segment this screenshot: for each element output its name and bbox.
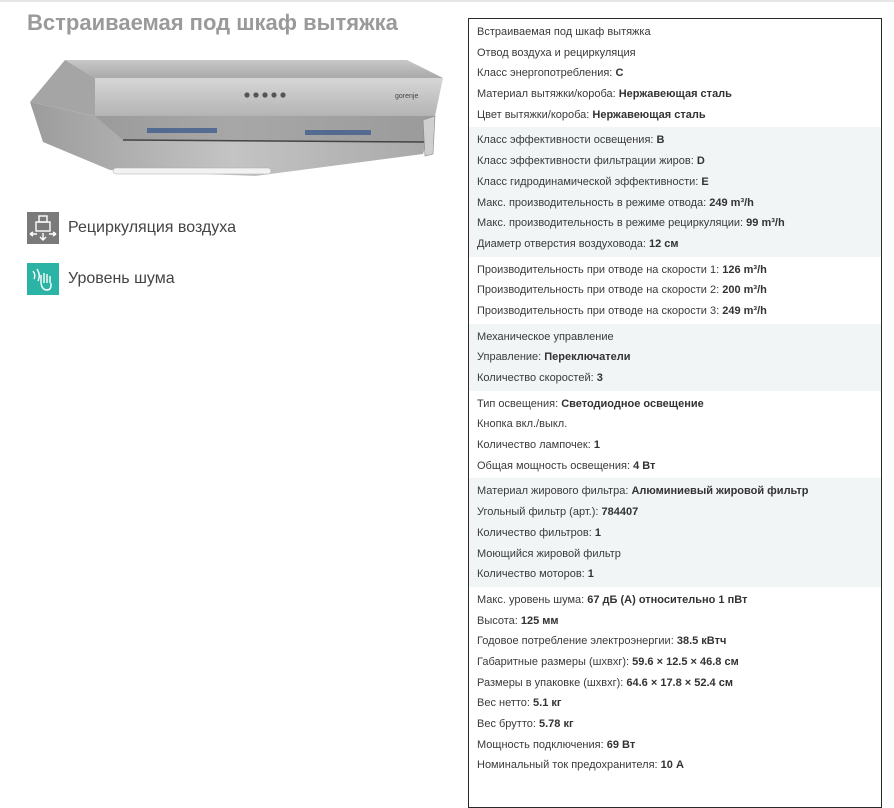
spec-value: 1 [593, 439, 600, 452]
spec-label: Макс. производительность в режиме рециркуляции: [477, 217, 747, 230]
spec-label: Материал жирового фильтра: [477, 485, 632, 498]
spec-row [469, 414, 881, 435]
spec-label: Мощность подключения: [477, 738, 607, 751]
top-divider [0, 0, 894, 2]
svg-text:gorenje: gorenje [395, 93, 419, 100]
spec-value: 3 [596, 372, 603, 384]
spec-row [469, 714, 881, 735]
spec-row [469, 652, 881, 673]
feature-noise-level [27, 263, 175, 295]
product-image [25, 50, 445, 185]
spec-value: 249 m³/h [722, 304, 767, 317]
spec-value: Нержавеющая сталь [618, 88, 732, 101]
spec-row [469, 193, 881, 214]
spec-value: 4 Вт [633, 459, 656, 472]
spec-value: 249 m³/h [709, 196, 754, 209]
spec-label: Количество лампочек: [477, 439, 594, 452]
specs-panel [468, 18, 882, 808]
spec-label: Количество фильтров: [477, 526, 595, 539]
spec-row [469, 368, 881, 389]
spec-value: B [656, 134, 665, 147]
spec-row [469, 673, 881, 694]
spec-label: Вес нетто: [477, 697, 534, 710]
spec-value: Светодиодное освещение [561, 397, 704, 410]
spec-value: 10 A [660, 759, 684, 772]
feature-air-recirculation [27, 212, 236, 244]
spec-group-technical [469, 587, 881, 778]
spec-label: Тип освещения: [477, 397, 562, 410]
spec-value: 784407 [601, 506, 639, 519]
spec-label: Размеры в упаковке (шхвхг): [477, 676, 627, 689]
spec-value: Нержавеющая сталь [592, 108, 706, 121]
spec-value: E [701, 175, 709, 188]
spec-label: Количество моторов: [477, 568, 588, 581]
spec-row [469, 301, 881, 322]
spec-row [469, 481, 881, 502]
spec-value: 200 m³/h [722, 284, 767, 297]
spec-row [469, 523, 881, 544]
spec-value: 64.6 × 17.8 × 52.4 см [626, 676, 733, 689]
spec-label: Класс эффективности фильтрации жиров: [477, 155, 697, 168]
spec-label: Механическое управление [477, 330, 614, 343]
spec-group-efficiency [469, 127, 881, 256]
spec-label: Номинальный ток предохранителя: [477, 759, 661, 772]
spec-row [469, 63, 881, 84]
spec-label: Класс энергопотребления: [477, 67, 616, 80]
spec-row [469, 631, 881, 652]
spec-label: Общая мощность освещения: [477, 459, 634, 472]
spec-label: Производительность при отводе на скорости 2: [477, 284, 723, 297]
spec-row [469, 213, 881, 234]
spec-row [469, 735, 881, 756]
spec-row [469, 43, 881, 64]
spec-row [469, 280, 881, 301]
spec-label: Высота: [477, 614, 521, 627]
spec-label: Моющийся жировой фильтр [477, 547, 621, 560]
spec-label: Кнопка вкл./выкл. [477, 418, 568, 431]
spec-value: 69 Вт [606, 738, 636, 751]
spec-label: Годовое потребление электроэнергии: [477, 635, 677, 648]
spec-row [469, 544, 881, 565]
spec-label: Макс. уровень шума: [477, 593, 588, 606]
spec-row [469, 172, 881, 193]
spec-row [469, 347, 881, 368]
spec-row [469, 327, 881, 348]
spec-row [469, 502, 881, 523]
spec-label: Класс эффективности освещения: [477, 134, 657, 147]
spec-label: Макс. производительность в режиме отвода: [477, 196, 710, 209]
spec-label: Класс гидродинамической эффективности: [477, 175, 702, 188]
spec-row [469, 693, 881, 714]
spec-value: 5.78 кг [539, 718, 574, 730]
spec-row [469, 260, 881, 281]
spec-row [469, 151, 881, 172]
spec-row [469, 234, 881, 255]
spec-value: 12 см [648, 237, 679, 250]
feature-label: Рециркуляция воздуха [68, 219, 236, 236]
spec-row [469, 84, 881, 105]
air-recirculation-icon [27, 212, 59, 244]
spec-label: Отвод воздуха и рециркуляция [477, 46, 636, 59]
spec-row [469, 22, 881, 43]
spec-value: 38.5 кВтч [676, 635, 727, 648]
spec-value: D [696, 155, 705, 168]
spec-group-controls [469, 324, 881, 391]
spec-row [469, 755, 881, 776]
spec-value: Алюминиевый жировой фильтр [631, 485, 809, 498]
spec-value: 67 дБ (A) относительно 1 пВт [587, 593, 748, 606]
spec-row [469, 130, 881, 151]
spec-value: 1 [594, 526, 601, 539]
spec-label: Производительность при отводе на скорости 3: [477, 304, 723, 317]
spec-value: 59.6 × 12.5 × 46.8 см [632, 655, 739, 668]
spec-value: 125 мм [520, 614, 559, 627]
spec-row [469, 590, 881, 611]
spec-row [469, 105, 881, 126]
spec-label: Производительность при отводе на скорости 1: [477, 263, 723, 276]
spec-group-general [469, 19, 881, 127]
spec-row [469, 394, 881, 415]
spec-row [469, 564, 881, 585]
spec-group-filters [469, 478, 881, 586]
spec-label: Материал вытяжки/короба: [477, 88, 619, 101]
spec-row [469, 456, 881, 477]
spec-value: Переключатели [544, 351, 631, 364]
spec-row [469, 435, 881, 456]
page-title: Встраиваемая под шкаф вытяжка [27, 10, 398, 35]
spec-label: Габаритные размеры (шхвхг): [477, 655, 633, 668]
feature-label: Уровень шума [68, 270, 175, 287]
spec-value: 1 [587, 568, 594, 581]
noise-level-icon [27, 263, 59, 295]
spec-label: Вес брутто: [477, 718, 539, 730]
spec-row [469, 611, 881, 632]
spec-value: 99 m³/h [746, 217, 785, 230]
spec-value: 126 m³/h [722, 263, 767, 276]
spec-group-lighting [469, 391, 881, 479]
spec-label: Диаметр отверстия воздуховода: [477, 237, 649, 250]
spec-label: Угольный фильтр (арт.): [477, 506, 602, 519]
spec-label: Количество скоростей: [477, 372, 597, 384]
spec-value: 5.1 кг [533, 697, 562, 710]
spec-label: Цвет вытяжки/короба: [477, 108, 593, 121]
spec-label: Встраиваемая под шкаф вытяжка [477, 26, 651, 38]
spec-label: Управление: [477, 351, 545, 364]
spec-value: C [615, 67, 624, 80]
spec-group-speeds [469, 257, 881, 324]
